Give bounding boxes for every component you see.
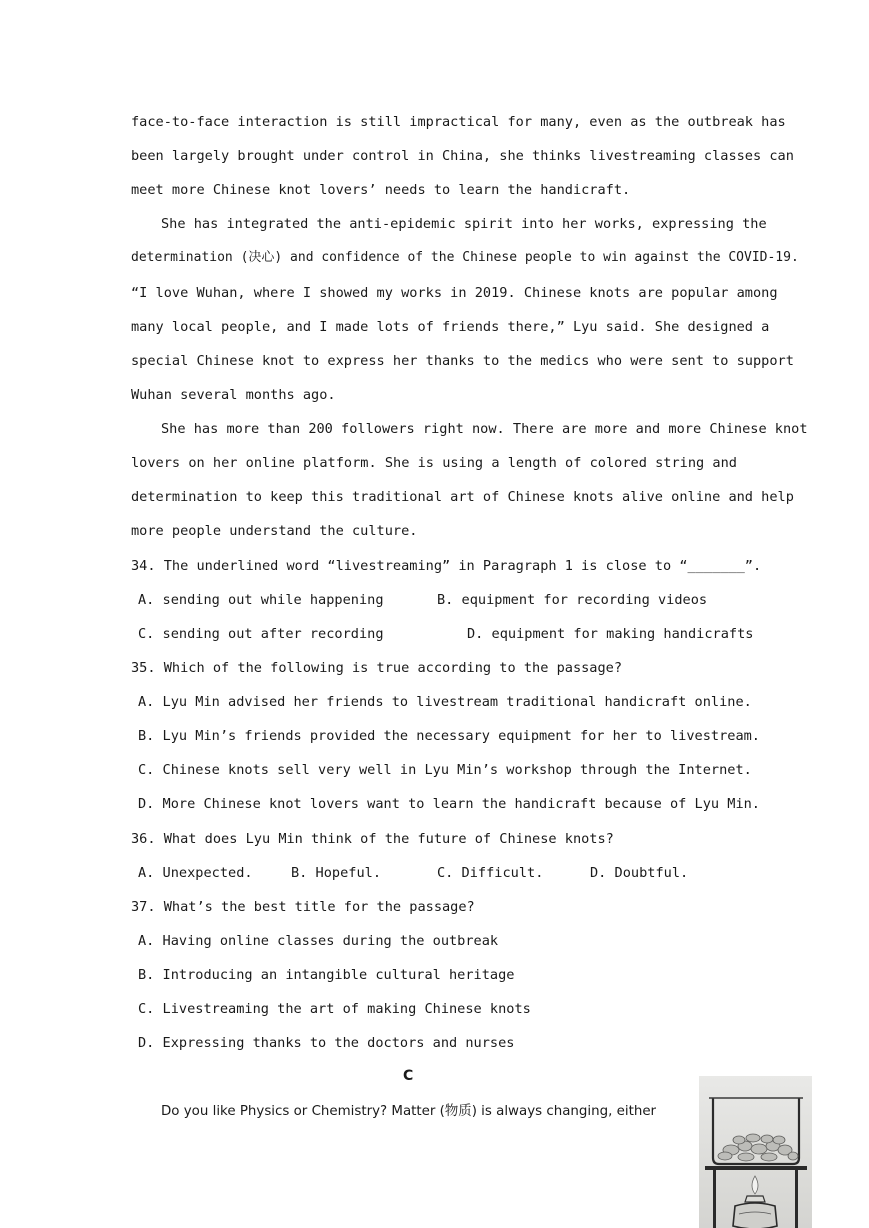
question-37-stem: 37. What’s the best title for the passage?: [131, 899, 475, 915]
question-36-option-a: A. Unexpected.: [138, 865, 253, 881]
passage-line: “I love Wuhan, where I showed my works in 2019. Chinese knots are popular among: [131, 285, 778, 301]
question-37-option-b: B. Introducing an intangible cultural heritage: [138, 967, 515, 983]
question-36-option-b: B. Hopeful.: [291, 865, 382, 881]
section-c-heading: C: [403, 1068, 414, 1084]
passage-line: Wuhan several months ago.: [131, 387, 336, 403]
beaker-on-stand-icon: [699, 1076, 812, 1228]
question-35-option-d: D. More Chinese knot lovers want to learn the handicraft because of Lyu Min.: [138, 796, 760, 812]
passage-line: been largely brought under control in China, she thinks livestreaming classes can: [131, 148, 794, 164]
question-37-option-a: A. Having online classes during the outbreak: [138, 933, 499, 949]
question-35-option-c: C. Chinese knots sell very well in Lyu Min’s workshop through the Internet.: [138, 762, 752, 778]
question-36-option-c: C. Difficult.: [437, 865, 544, 881]
question-35-stem: 35. Which of the following is true according to the passage?: [131, 660, 623, 676]
passage-line: special Chinese knot to express her thanks to the medics who were sent to support: [131, 353, 794, 369]
question-36-option-d: D. Doubtful.: [590, 865, 689, 881]
question-35-option-a: A. Lyu Min advised her friends to livestream traditional handicraft online.: [138, 694, 752, 710]
beaker-burner-figure: [699, 1076, 812, 1228]
question-35-option-b: B. Lyu Min’s friends provided the necessary equipment for her to livestream.: [138, 728, 760, 744]
passage-line: determination to keep this traditional art of Chinese knots alive online and help: [131, 489, 794, 505]
question-34-option-b: B. equipment for recording videos: [437, 592, 708, 608]
passage-line: determination (决心) and confidence of the Chinese people to win against the COVID-19.: [131, 250, 799, 265]
passage-line: She has integrated the anti-epidemic spirit into her works, expressing the: [161, 216, 767, 232]
question-37-option-d: D. Expressing thanks to the doctors and nurses: [138, 1035, 515, 1051]
passage-line: more people understand the culture.: [131, 523, 418, 539]
question-34-option-a: A. sending out while happening: [138, 592, 384, 608]
passage-line: face-to-face interaction is still impractical for many, even as the outbreak has: [131, 114, 786, 130]
passage-line: meet more Chinese knot lovers’ needs to learn the handicraft.: [131, 182, 631, 198]
question-36-stem: 36. What does Lyu Min think of the future of Chinese knots?: [131, 831, 614, 847]
passage-line: lovers on her online platform. She is using a length of colored string and: [131, 455, 737, 471]
passage-line: She has more than 200 followers right now. There are more and more Chinese knot: [161, 421, 808, 437]
section-c-first-line: Do you like Physics or Chemistry? Matter (物质) is always changing, either: [161, 1104, 657, 1119]
question-34-stem: 34. The underlined word “livestreaming” in Paragraph 1 is close to “_______”.: [131, 558, 762, 574]
question-37-option-c: C. Livestreaming the art of making Chinese knots: [138, 1001, 531, 1017]
question-34-option-d: D. equipment for making handicrafts: [467, 626, 754, 642]
passage-line: many local people, and I made lots of friends there,” Lyu said. She designed a: [131, 319, 770, 335]
question-34-option-c: C. sending out after recording: [138, 626, 384, 642]
